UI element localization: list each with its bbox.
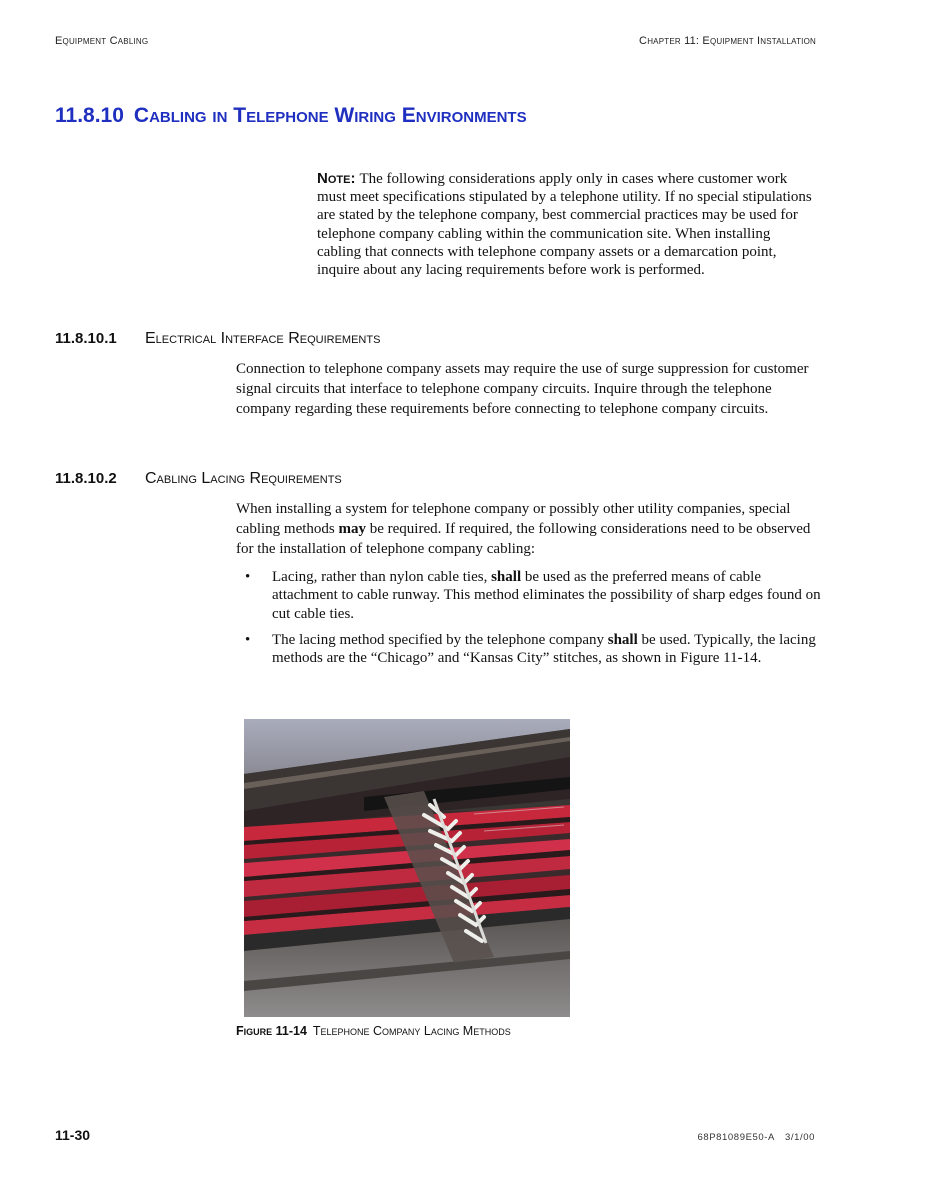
doc-number: 68P81089E50-A: [697, 1132, 775, 1143]
subsection-title: Electrical Interface Requirements: [145, 330, 381, 347]
note-label: Note:: [317, 170, 356, 187]
figure-label: Figure 11-14: [236, 1024, 307, 1038]
bullet-icon: •: [245, 631, 251, 648]
section-title-text: Cabling in Telephone Wiring Environments: [133, 104, 527, 127]
bullet-text-before: The lacing method specified by the telephone company: [272, 631, 608, 648]
subsection-title: Cabling Lacing Requirements: [145, 470, 342, 487]
bullet-emphasis: shall: [607, 631, 638, 648]
subsection-heading-electrical: [55, 330, 380, 348]
running-header-left: Equipment Cabling: [55, 35, 149, 47]
subsection-number: 11.8.10.2: [55, 470, 117, 487]
bullet-text-before: Lacing, rather than nylon cable ties,: [272, 569, 492, 585]
bullet-emphasis: shall: [491, 569, 522, 585]
lacing-intro-paragraph: [236, 499, 821, 559]
electrical-paragraph: Connection to telephone company assets may require the use of surge suppression for customer signal circuits that interface to telephone company circuits. Inquire through the telephone company regarding these requirements before connecting to telephone company circuits.: [236, 361, 809, 417]
running-header-right: Chapter 11: Equipment Installation: [639, 35, 816, 47]
list-item: [236, 631, 821, 668]
document-id: [697, 1132, 815, 1143]
bullet-text-after: be used. Typically, the lacing methods are the “Chicago” and “Kansas City” stitches, as shown in Figure 11-14.: [272, 631, 816, 667]
figure-photo-cable-lacing: [244, 719, 570, 1017]
cable-runway-photo: [244, 719, 570, 1017]
note-block: [317, 170, 817, 279]
section-number: 11.8.10: [55, 104, 124, 127]
subsection-heading-lacing: [55, 470, 342, 488]
intro-text-before: When installing a system for telephone company or possibly other utility companies, special cabling methods: [236, 501, 791, 537]
bullet-text-after: be used as the preferred means of cable attachment to cable runway. This method eliminates the possibility of sharp edges found on cut cable ties.: [272, 569, 821, 622]
intro-emphasis: may: [338, 521, 366, 537]
figure-title: Telephone Company Lacing Methods: [312, 1024, 511, 1038]
page-number: 11-30: [55, 1127, 91, 1143]
intro-text-after: be required. If required, the following considerations need to be observed for the installation of telephone company cabling:: [236, 521, 811, 557]
note-text: The following considerations apply only in cases where customer work must meet specifications stipulated by a telephone utility. If no special stipulations are stated by the telephone company, best commercial practices may be used for telephone company cabling within the communication site. When installing cabling that connects with telephone company assets or a demarcation point, inquire about any lacing requirements before work is performed.: [317, 171, 812, 279]
list-item: [236, 568, 821, 623]
subsection-number: 11.8.10.1: [55, 330, 117, 347]
lacing-bullet-list: [236, 568, 821, 675]
bullet-icon: •: [245, 569, 251, 585]
doc-date: 3/1/00: [784, 1132, 815, 1143]
section-title: [55, 104, 527, 128]
figure-caption: [236, 1024, 511, 1038]
